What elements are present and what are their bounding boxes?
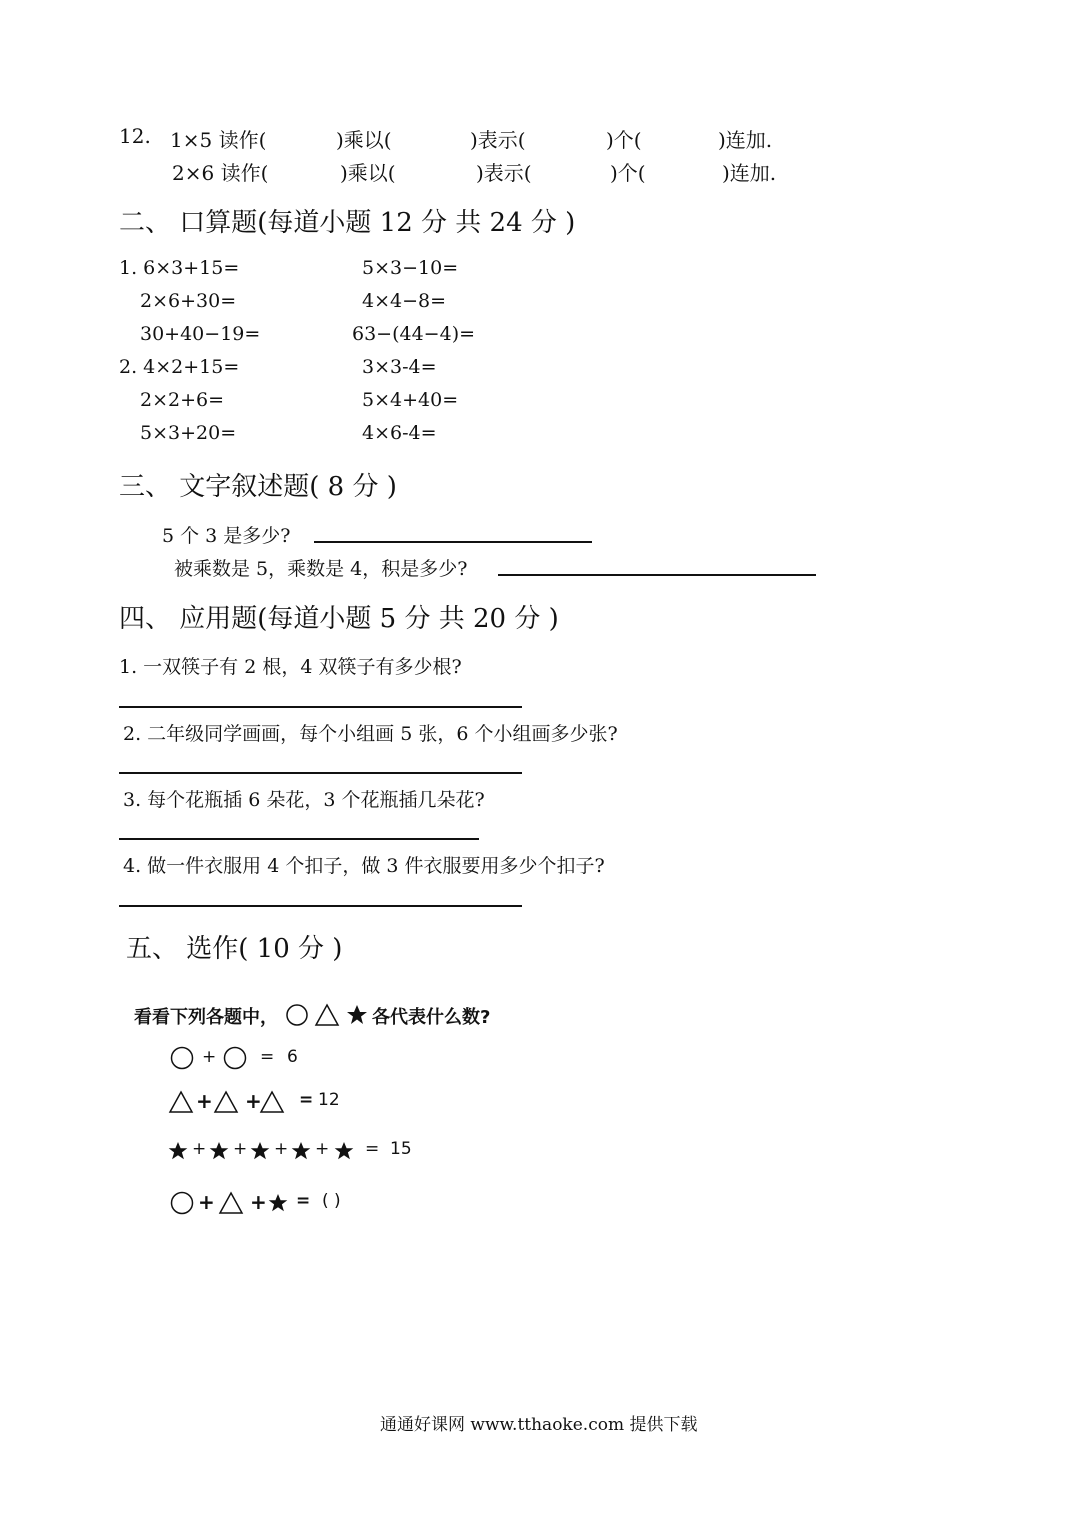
equals-sign: =: [296, 1191, 311, 1211]
section5-prompt-a: 看看下列各题中，: [134, 1007, 278, 1028]
equals-sign: =: [260, 1047, 275, 1067]
q12-line1-part3: )表示(: [470, 128, 526, 152]
answer-line-app-1: [119, 706, 522, 708]
calc-left-2: 2×6+30=: [140, 290, 237, 312]
section3-title: 三、 文字叙述题( 8 分 ): [119, 472, 397, 502]
plus-sign: +: [233, 1139, 248, 1159]
plus-sign: +: [245, 1089, 262, 1113]
plus-sign: +: [192, 1139, 207, 1159]
circle-icon: [170, 1191, 194, 1215]
calc-right-2: 4×4−8=: [362, 290, 447, 312]
triangle-icon: [168, 1090, 194, 1114]
calc-right-3: 63−(44−4)=: [352, 323, 476, 345]
word-question-1: 5 个 3 是多少?: [162, 525, 291, 547]
star-icon: [334, 1141, 354, 1161]
triangle-icon: [218, 1191, 244, 1215]
q12-line2-part1: 2×6 读作(: [172, 161, 269, 185]
answer-line-word-1: [314, 541, 592, 543]
star-icon: [250, 1141, 270, 1161]
q12-line2-part4: )个(: [610, 161, 646, 185]
q12-line1-part2: )乘以(: [336, 128, 392, 152]
app-question-2: 2. 二年级同学画画，每个小组画 5 张，6 个小组画多少张?: [123, 723, 618, 745]
plus-sign: +: [315, 1139, 330, 1159]
section5-title: 五、 选作( 10 分 ): [126, 934, 343, 964]
calc-left-3: 30+40−19=: [140, 323, 261, 345]
equals-sign: =: [365, 1139, 380, 1159]
plus-sign: +: [202, 1047, 217, 1067]
eq4-result: ( ): [322, 1191, 341, 1211]
answer-line-app-2: [119, 772, 522, 774]
plus-sign: +: [274, 1139, 289, 1159]
calc-right-5: 5×4+40=: [362, 389, 459, 411]
circle-icon: [287, 1005, 307, 1025]
q12-line2-part2: )乘以(: [340, 161, 396, 185]
section2-title: 二、 口算题(每道小题 12 分 共 24 分 ): [119, 208, 576, 238]
q12-line2-part3: )表示(: [476, 161, 532, 185]
calc-left-5: 2×2+6=: [140, 389, 225, 411]
plus-sign: +: [250, 1190, 267, 1214]
plus-sign: +: [196, 1089, 213, 1113]
star-icon: [268, 1193, 288, 1213]
prompt-symbols: [285, 1003, 370, 1027]
triangle-icon: [259, 1090, 285, 1114]
q12-line1-part4: )个(: [606, 128, 642, 152]
q12-line1-part1: 1×5 读作(: [170, 128, 267, 152]
app-question-1: 1. 一双筷子有 2 根，4 双筷子有多少根?: [119, 656, 462, 678]
calc-left-1: 1. 6×3+15=: [119, 257, 240, 279]
calc-left-4: 2. 4×2+15=: [119, 356, 240, 378]
circle-icon: [170, 1046, 194, 1070]
calc-right-1: 5×3−10=: [362, 257, 459, 279]
q12-number: 12.: [119, 124, 151, 148]
eq3-result: 15: [390, 1139, 412, 1159]
app-question-3: 3. 每个花瓶插 6 朵花，3 个花瓶插几朵花?: [123, 789, 485, 811]
star-icon: [168, 1141, 188, 1161]
eq2-result: 12: [318, 1090, 340, 1110]
answer-line-app-3: [119, 838, 479, 840]
answer-line-app-4: [119, 905, 522, 907]
star-icon: [291, 1141, 311, 1161]
calc-right-6: 4×6-4=: [362, 422, 437, 444]
footer-text: 通通好课网 www.tthaoke.com 提供下载: [380, 1415, 698, 1435]
triangle-icon: [316, 1005, 338, 1025]
app-question-4: 4. 做一件衣服用 4 个扣子，做 3 件衣服要用多少个扣子?: [123, 855, 605, 877]
equals-sign: =: [299, 1090, 314, 1110]
calc-right-4: 3×3-4=: [362, 356, 437, 378]
section5-prompt-b: 各代表什么数?: [372, 1007, 491, 1028]
triangle-icon: [213, 1090, 239, 1114]
section4-title: 四、 应用题(每道小题 5 分 共 20 分 ): [119, 604, 559, 634]
q12-line2-part5: )连加.: [722, 161, 777, 185]
circle-icon: [223, 1046, 247, 1070]
plus-sign: +: [198, 1190, 215, 1214]
calc-left-6: 5×3+20=: [140, 422, 237, 444]
star-icon: [347, 1005, 367, 1024]
eq1-result: 6: [287, 1047, 298, 1067]
word-question-2: 被乘数是 5，乘数是 4，积是多少?: [174, 558, 468, 580]
q12-line1-part5: )连加.: [718, 128, 773, 152]
answer-line-word-2: [498, 574, 816, 576]
star-icon: [209, 1141, 229, 1161]
